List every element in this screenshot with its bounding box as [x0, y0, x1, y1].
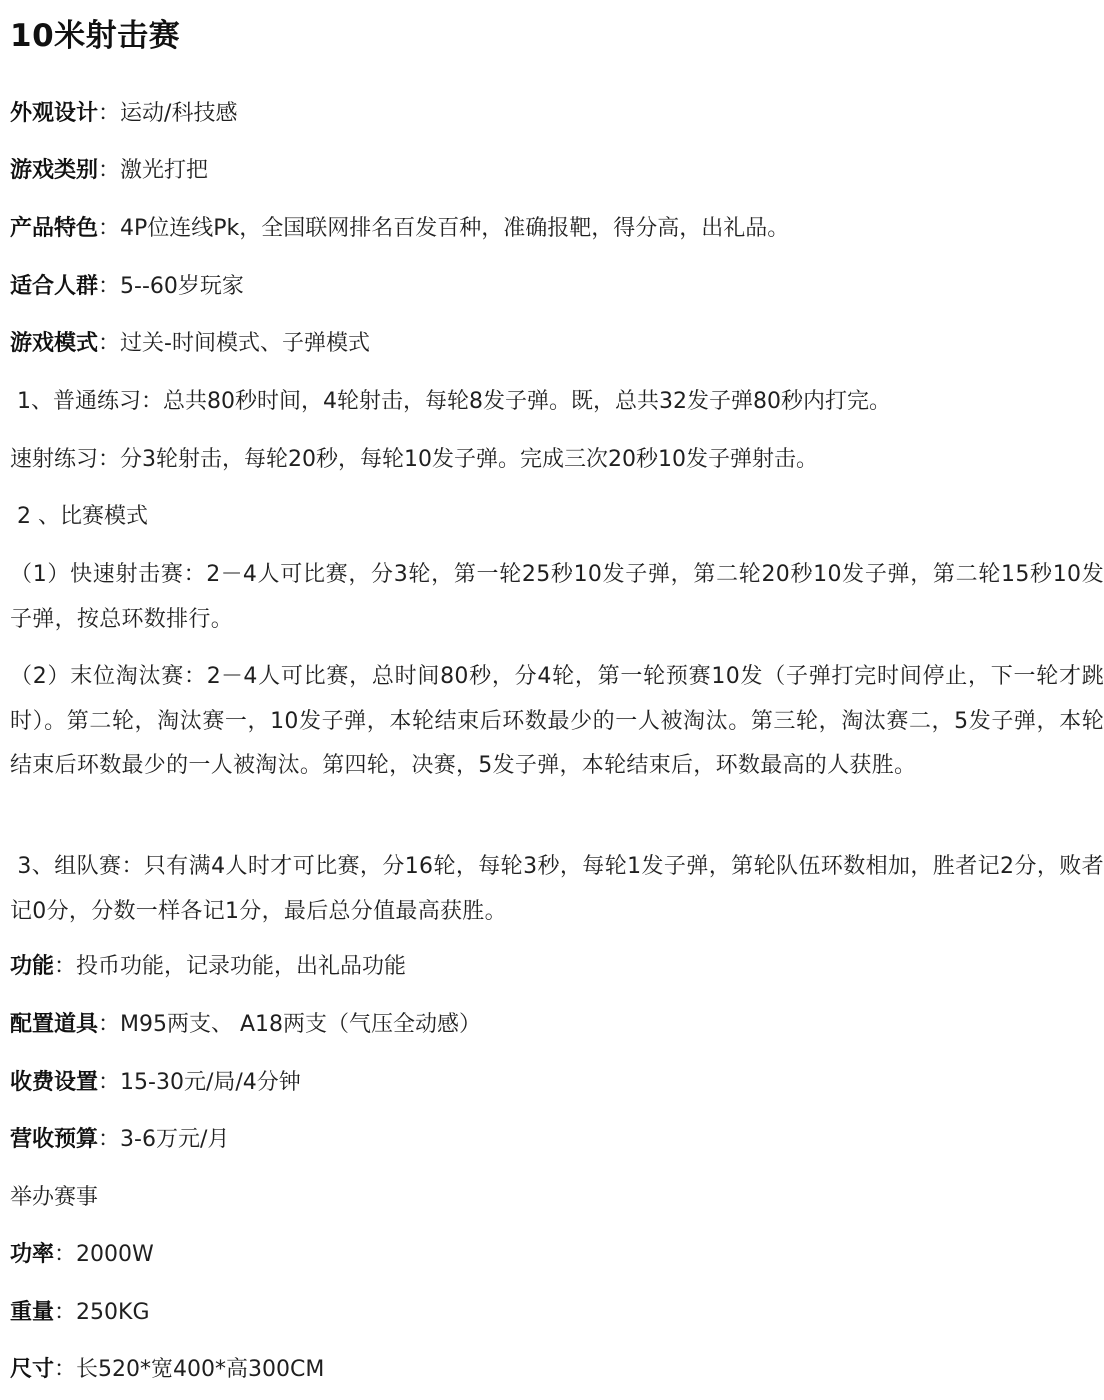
detail-revenue	[10, 1118, 1102, 1162]
mode-normal-practice: 1、普通练习：总共80秒时间，4轮射击，每轮8发子弹。既，总共32发子弹80秒内打完。	[10, 389, 891, 414]
separator: ：	[98, 1012, 121, 1037]
detail-value: 250KG	[76, 1300, 150, 1325]
separator: ：	[98, 158, 121, 183]
separator: ：	[54, 1300, 77, 1325]
spec-modes	[10, 322, 1102, 366]
separator: ：	[54, 1357, 77, 1382]
detail-power	[10, 1233, 1102, 1277]
detail-label: 功能	[10, 954, 55, 979]
detail-function	[10, 945, 1102, 989]
spec-audience	[10, 265, 1102, 309]
mode-team: 3、组队赛：只有满4人时才可比赛，分16轮，每轮3秒，每轮1发子弹，第轮队伍环数相加，胜者记2分，败者记0分，分数一样各记1分，最后总分值最高获胜。	[10, 854, 1104, 924]
spec-features	[10, 207, 1102, 251]
spec-value: 激光打把	[120, 158, 209, 183]
detail-label: 功率	[10, 1242, 55, 1267]
spec-label: 游戏模式	[10, 331, 99, 356]
separator: ：	[98, 101, 121, 126]
detail-label: 尺寸	[10, 1357, 55, 1382]
detail-props	[10, 1003, 1102, 1047]
detail-value: 3-6万元/月	[120, 1127, 230, 1152]
detail-events: 举办赛事	[10, 1185, 99, 1210]
mode-elimination: （2）末位淘汰赛：2－4人可比赛，总时间80秒，分4轮，第一轮预赛10发（子弹打完时间停止，下一轮才跳时）。第二轮，淘汰赛一，10发子弹，本轮结束后环数最少的一人被淘汰。第三轮，淘汰赛二，5发子弹，本轮结束后环数最少的一人被淘汰。第四轮，决赛，5发子弹，本轮结束后，环数最高的人获胜。	[10, 664, 1104, 778]
separator: ：	[98, 1127, 121, 1152]
separator: ：	[98, 274, 121, 299]
separator: ：	[54, 954, 77, 979]
separator: ：	[98, 216, 121, 241]
mode-competition-heading: 2 、比赛模式	[10, 504, 148, 529]
spec-label: 游戏类别	[10, 158, 99, 183]
separator: ：	[98, 331, 121, 356]
mode-quick-shoot: （1）快速射击赛：2－4人可比赛，分3轮，第一轮25秒10发子弹，第二轮20秒10发子弹，第二轮15秒10发子弹，按总环数排行。	[10, 562, 1104, 632]
page-title: 10米射击赛	[10, 18, 181, 54]
spec-label: 适合人群	[10, 274, 99, 299]
spec-value: 5--60岁玩家	[120, 274, 244, 299]
spec-label: 产品特色	[10, 216, 99, 241]
detail-value: 长520*宽400*高300CM	[76, 1357, 325, 1382]
detail-value: M95两支、 A18两支（气压全动感）	[120, 1012, 482, 1037]
detail-fee	[10, 1061, 1102, 1105]
spec-label: 外观设计	[10, 101, 99, 126]
detail-label: 收费设置	[10, 1070, 99, 1095]
detail-size	[10, 1348, 1102, 1392]
detail-value: 2000W	[76, 1242, 154, 1267]
detail-value: 15-30元/局/4分钟	[120, 1070, 301, 1095]
spec-category	[10, 149, 1102, 193]
spec-value: 4P位连线Pk，全国联网排名百发百种，准确报靶，得分高，出礼品。	[120, 216, 790, 241]
separator: ：	[54, 1242, 77, 1267]
separator: ：	[98, 1070, 121, 1095]
detail-label: 营收预算	[10, 1127, 99, 1152]
detail-value: 投币功能，记录功能，出礼品功能	[76, 954, 407, 979]
spec-value: 运动/科技感	[120, 101, 238, 126]
detail-weight	[10, 1291, 1102, 1335]
spec-appearance	[10, 92, 1102, 136]
detail-label: 配置道具	[10, 1012, 99, 1037]
mode-rapid-practice: 速射练习：分3轮射击，每轮20秒，每轮10发子弹。完成三次20秒10发子弹射击。	[10, 447, 818, 472]
detail-label: 重量	[10, 1300, 55, 1325]
spec-value: 过关-时间模式、子弹模式	[120, 331, 370, 356]
